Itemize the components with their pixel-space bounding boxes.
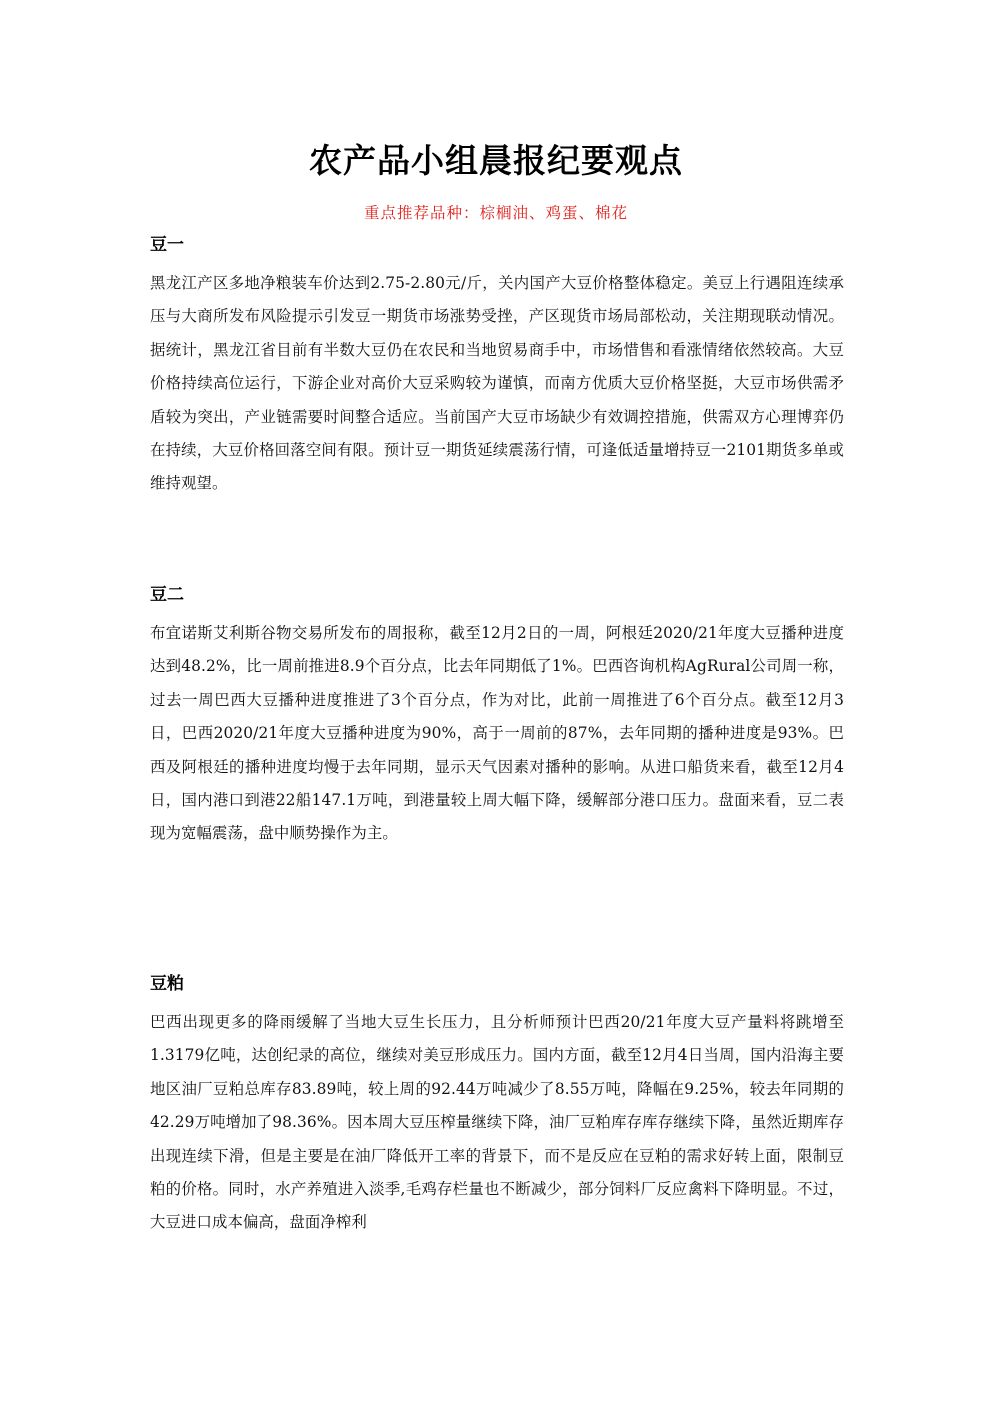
document-title: 农产品小组晨报纪要观点 [309,141,683,180]
section-paragraph: 巴西出现更多的降雨缓解了当地大豆生长压力，且分析师预计巴西20/21年度大豆产量料将跳增至1.3179亿吨，达创纪录的高位，继续对美豆形成压力。国内方面，截至12月4日当周，国内沿海主要地区油厂豆粕总库存83.89吨，较上周的92.44万吨减少了8.55万吨，降幅在9.25%，较去年同期的42.29万吨增加了98.36%。因本周大豆压榨量继续下降，油厂豆粕库存库存继续下降，虽然近期库存出现连续下滑，但是主要是在油厂降低开工率的背景下，而不是反应在豆粕的需求好转上面，限制豆粕的价格。同时，水产养殖进入淡季,毛鸡存栏量也不断减少，部分饲料厂反应禽料下降明显。不过，大豆进口成本偏高，盘面净榨利 [150,1013,844,1232]
section-heading: 豆粕 [150,974,184,994]
section-paragraph: 黑龙江产区多地净粮装车价达到2.75-2.80元/斤，关内国产大豆价格整体稳定。美豆上行遇阻连续承压与大商所发布风险提示引发豆一期货市场涨势受挫，产区现货市场局部松动，关注期现联动情况。据统计，黑龙江省目前有半数大豆仍在农民和当地贸易商手中，市场惜售和看涨情绪依然较高。大豆价格持续高位运行，下游企业对高价大豆采购较为谨慎，而南方优质大豆价格坚挺，大豆市场供需矛盾较为突出，产业链需要时间整合适应。当前国产大豆市场缺少有效调控措施，供需双方心理博弈仍在持续，大豆价格回落空间有限。预计豆一期货延续震荡行情，可逢低适量增持豆一2101期货多单或维持观望。 [150,274,844,493]
section-paragraph: 布宜诺斯艾利斯谷物交易所发布的周报称，截至12月2日的一周，阿根廷2020/21年度大豆播种进度达到48.2%，比一周前推进8.9个百分点，比去年同期低了1%。巴西咨询机构AgRural公司周一称，过去一周巴西大豆播种进度推进了3个百分点，作为对比，此前一周推进了6个百分点。截至12月3日，巴西2020/21年度大豆播种进度为90%，高于一周前的87%，去年同期的播种进度是93%。巴西及阿根廷的播种进度均慢于去年同期，显示天气因素对播种的影响。从进口船货来看，截至12月4日，国内港口到港22船147.1万吨，到港量较上周大幅下降，缓解部分港口压力。盘面来看，豆二表现为宽幅震荡，盘中顺势操作为主。 [150,624,844,843]
section-heading: 豆一 [150,235,184,255]
section-soybean-meal [150,972,844,1240]
recommended-varieties: 重点推荐品种：棕榈油、鸡蛋、棉花 [363,204,628,222]
section-heading: 豆二 [150,585,184,605]
section-soybean-no1 [150,233,844,501]
section-soybean-no2 [150,583,844,851]
